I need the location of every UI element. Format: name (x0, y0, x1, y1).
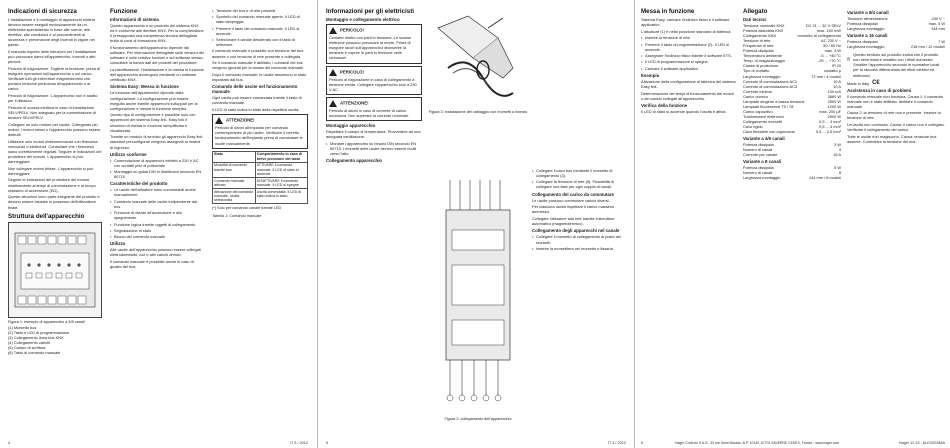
table-row (213, 162, 308, 177)
paragraph: Pericolo di folgorazione. Togliere la tensione, prima di eseguire operazioni sull'apparecchio o sul carico. Verificare tutti gli interruttori magnetotermici che portano tensione pericolosa all'apparecchio o al carico. (8, 66, 101, 92)
spec-value: contatto μ (823, 68, 841, 74)
table-cell: Uscita commutata. Il LED di stato indica lo stato. (255, 189, 307, 204)
list-item: • Comando manuale delle uscite indipendente dal bus (110, 199, 204, 209)
subheading: Informazioni di sistema (110, 17, 159, 22)
list-item: • Tensione del bus e di rete presenti (212, 8, 308, 13)
made-in-text: Made in Italy (847, 80, 870, 86)
p1-column-3 (212, 8, 308, 219)
spec-value: 16 A (833, 152, 841, 158)
subheading: Collegamento apparecchio (326, 158, 383, 164)
spec-label: Potenza dissipata (743, 142, 774, 148)
commissioning-heading: Messa in funzione (641, 8, 695, 15)
spec-value: morsetto di collegamento (797, 33, 841, 39)
table-row (213, 178, 308, 189)
table-caption: Tabella 1: Comando manuale (212, 213, 262, 218)
page-number: 5 (326, 441, 329, 445)
list-item: • Premere il tasto del comando manuale. Il LED si accende. (212, 26, 308, 36)
subheading: Variante a 16 canali (847, 33, 888, 39)
list-item: • Funzione di ritardo all'accensione e allo spegnimento (110, 210, 204, 220)
disposal-notice (847, 52, 945, 77)
spec-value: 4 (838, 147, 841, 153)
page-number: 4 (8, 441, 11, 445)
table-cell: Modalità di comando tramite bus (213, 162, 256, 177)
spec-label: Tensione nominale KNX (743, 23, 785, 29)
spec-row (743, 129, 841, 134)
figure-1-caption: Figura 1: esempio di apparecchio a 4/8 canali (8, 319, 85, 324)
paragraph: Le uscite possono commutare carichi diversi. (532, 197, 610, 203)
spec-value: 3 W (834, 142, 841, 148)
paragraph: L'installazione e il montaggio di apparecchi elettrici devono essere eseguiti esclusivamente da un elettricista specializzato in base alle norme, alle direttive, alle condizioni e ai provvedimenti di sicurezza e prevenzione degli incendi in vigore nel paese. (8, 17, 96, 48)
paragraph: Il comando manuale non funziona. Causa 1: il comando manuale non è stato abilitato. Abilitare il comando manuale. (847, 93, 944, 109)
legend-item: (5) Campo di scrittura (8, 345, 46, 351)
page-3 (634, 0, 950, 448)
subheading: Variante a 8/4 canali (847, 10, 889, 15)
subheading: Verifica della funzione (641, 102, 688, 108)
warning-icon (215, 117, 223, 124)
paragraph: Attivazione della configurazione di fabbrica del sistema Easy link. (641, 78, 736, 89)
subheading: Variante a 4/6 canali (743, 136, 785, 142)
spec-value: max. 200 μF (819, 108, 841, 114)
paragraph: Se il comando manuale è abilitato, i comandi del bus vengono ignorati per la durata del comando manuale. (212, 60, 305, 71)
paragraph: Utilizzare solo motori elettromeccanici con finecorsa meccanici o elettronici. Controllare che i finecorsa siano correttamente regolati. Seguire le indicazioni del produttore del motore. L'apparecchio si può danneggiare. (8, 138, 102, 164)
spec-value: 10 A (833, 83, 841, 89)
spec-label: Larghezza montaggio (847, 44, 885, 50)
paragraph: Tramite un modulo di servizio gli apparecchi Easy link standard preconfigurati vengono assegnati ai moduli di ingresso. (110, 134, 203, 150)
spec-label: Tensione di rete (743, 38, 771, 44)
spec-value: 2500 W (827, 98, 841, 104)
doc-reference: Hager 12.15 - 6LE002288A (898, 441, 945, 445)
paragraph: Il LED di stato si accende quando l'uscita è attiva. (641, 108, 727, 114)
spec-value: max. 4 W (824, 48, 841, 54)
spec-list (847, 16, 945, 31)
spec-label: Collegamento KNX (743, 33, 777, 39)
warning-icon (329, 100, 337, 107)
spec-row (847, 44, 945, 49)
subheading: Variante a 8 canali (743, 159, 782, 165)
list-item: • Montaggio su guida DIN in distributori secondo EN 60715 (110, 169, 204, 179)
list-item: • Collegare il morsetto di collegamento al posto dei morsetti. (532, 234, 626, 244)
list-item: • Segnalazione di stato (110, 228, 204, 233)
paragraph: Rispettare il campo di temperatura. Provvedere ad una adeguata ventilazione. (326, 129, 421, 140)
spec-label: Lampade alogene a bassa tensione (743, 98, 805, 104)
paragraph: Per ciascuna uscita rispettare il carico massimo ammesso. (532, 204, 614, 215)
spec-value: 7 W (938, 39, 945, 45)
spec-label: Frequenza di rete (743, 43, 774, 49)
page-2 (317, 0, 634, 448)
electrician-heading: Informazioni per gli elettricisti (326, 8, 415, 15)
subheading: Caratteristiche del prodotto (110, 181, 168, 187)
list-item: • Il LED di programmazione si spegne. (641, 59, 737, 64)
spec-value: 3680 W (827, 93, 841, 99)
spec-row (743, 175, 841, 180)
paragraph: Determinazione dei tempi di funzionamento dei motori o dei carichi collegati all'apparecchio. (641, 90, 734, 101)
device-figure-1 (8, 222, 102, 318)
paragraph: Collegare l'attuatore alla rete tramite interruttore automatico (magnetotermico). (532, 216, 615, 227)
spec-label: Temperatura ambiente (743, 53, 782, 59)
weee-bin-icon (847, 52, 850, 66)
p3-column-1 (641, 8, 737, 116)
danger-text: Contatto diretto con parti in tensione. Le scosse elettriche possono provocare la morte. Prima di eseguire lavori sull'apparecchio disinserire la tensione e coprire le parti in tensione nelle vicinanze! (329, 35, 412, 61)
spec-value: max. 150 mW (817, 28, 841, 34)
paragraph: Ogni uscita può essere comandata tramite il tasto di comando manuale. (212, 95, 302, 106)
spec-label: Potenza assorbita KNX (743, 28, 784, 34)
manual-control-table (212, 151, 308, 205)
danger-title: PERICOLO! (340, 27, 364, 33)
spec-row (847, 26, 945, 31)
spec-value: 1200 W (827, 103, 841, 109)
spec-label: Potenza dissipata (743, 165, 774, 171)
list-item: • Assegnare l'indirizzo fisico tramite il software ETS. (641, 53, 737, 58)
list-item: • Le uscite dell'attuatore sono commutabili anche manualmente (110, 187, 204, 197)
doc-reference: IT 3 / 2012 (289, 441, 308, 445)
danger-icon (329, 69, 337, 76)
paragraph: La pianificazione, l'installazione e la messa in funzione dell'apparecchio avvengono mediante un software certificato KNX. (110, 67, 204, 83)
spec-label: Tipo di contatto (743, 68, 770, 74)
paragraph: Seguire le indicazioni del produttore del motore relativamente ai tempi di commutazione e al tempo massimo di accensione (ED). (8, 177, 96, 193)
spec-value: DC 21 ... 32 V SELV (805, 23, 841, 29)
list-item: • Caricare il software applicativo. (641, 66, 737, 71)
subheading: Collegamento del carico da commutare (532, 191, 614, 197)
list-item: • Commutazione di apparecchi elettrici a 230 V AC con contatti privi di potenziale (110, 158, 204, 168)
spec-label: Corrente di commutazione AC3 (743, 83, 798, 89)
spec-label: Numero di canali (743, 170, 773, 176)
page-1 (0, 0, 316, 448)
list-item: • Selezionare il canale desiderato con il tasto di selezione. (212, 37, 308, 47)
p3-column-3 (847, 8, 945, 145)
subheading: Sistema Easy: Messa in funzione (110, 84, 179, 90)
list-item: • Collegare il cavo bus mediante il morsetto di collegamento (3). (532, 168, 626, 178)
warning-box (212, 114, 308, 148)
list-item: • Inserire la morsettiera nel morsetto e fissarla. (532, 246, 626, 251)
subheading: Collegamento degli apparecchi nel canale (532, 228, 620, 234)
danger-box (326, 66, 422, 95)
appendix-heading: Allegato (743, 8, 768, 15)
list-item: • Blocco del comando manuale (110, 234, 204, 239)
spec-value: AC 230 V ~ (820, 38, 841, 44)
table-cell: Comando manuale attivato (213, 178, 256, 189)
paragraph: Sistema Easy: caricare l'indirizzo fisico e il software applicativo. (641, 17, 730, 28)
plug-terminal-drawing (428, 8, 528, 103)
paragraph: Non collegare motori trifase. L'apparecchio si può danneggiare. (8, 165, 94, 176)
spec-value: IP 20 (831, 63, 841, 69)
paragraph: La funzione dell'apparecchio dipende dalla configurazione. La configurazione può essere eseguita anche tramite apparecchi sviluppati per la configurazione e messa in funzione semplici. (110, 90, 198, 111)
warning-title: ATTENZIONE! (340, 100, 369, 106)
paragraph: Alle uscite dell'apparecchio possono essere collegati elettrodomestici, luci e altri carichi ohmici. (110, 247, 201, 258)
list-item: • Sportello del comando manuale aperto. Il LED di stato lampeggia. (212, 14, 308, 24)
table-header-row (213, 151, 308, 162)
p3-column-2 (743, 8, 841, 180)
list-item: • Collegare la tensione di rete (8). Possibilità di collegare una fase per ogni coppia di canali. (532, 179, 626, 189)
table-cell: ATTIVARE il comando manuale. Il LED di stato si accende. (255, 162, 307, 177)
subheading: Utilizzo (110, 241, 126, 247)
subheading: Assistenza in caso di problemi (847, 87, 912, 93)
paragraph: Collegare un solo motore per uscita. Collegando più motori, i motori stessi o l'apparecchio possono essere distrutti. (8, 121, 101, 137)
spec-value: 100 mA (827, 88, 841, 94)
ce-mark-icon: C€ (872, 79, 880, 86)
table-note: (*) Solo per comando canale tramite LED (212, 206, 282, 211)
spec-value: 144 mm (930, 26, 945, 32)
spec-value: 144 mm / 8 moduli (808, 175, 841, 181)
paragraph: Questo apparecchio è un prodotto del sistema KNX ed è conforme alle direttive KNX. Per la comprensione è presupposta una competenza tecnica dettagliata frutto di corsi di formazione KNX. (110, 23, 204, 44)
danger-title: PERICOLO! (340, 69, 364, 75)
spec-list (743, 165, 841, 180)
danger-box (326, 24, 422, 63)
spec-value: -5 ... +45 °C (820, 53, 841, 59)
spec-label: Potenza dissipata (847, 39, 878, 45)
spec-label: Tensione alimentazione (847, 16, 888, 22)
paragraph: Pericolo di scossa elettrica in caso di installazione SELV/PELV. Non adeguato per la commutazione di tensioni SELV/PELV. (8, 104, 96, 121)
spec-value: 0,5 ... 4 mm² (819, 118, 841, 124)
spec-value: 5 W (834, 165, 841, 171)
paragraph: Causa 2: la tensione di rete non è presente. Inserire la tensione di rete. (847, 110, 941, 121)
paragraph: Il comando manuale è possibile con tensione del bus assente o con tensione di rete presente e collegata. (212, 48, 304, 59)
spec-value: 0,5 ... 2,5 mm² (815, 129, 841, 135)
paragraph: Queste istruzioni sono parte integrante del prodotto e devono essere lasciate in possesso dell'utilizzatore finale. (8, 194, 100, 210)
spec-value: 0,5 ... 4 mm² (819, 123, 841, 129)
spec-label: Larghezza montaggio (743, 73, 781, 79)
spec-label: Carico capacitivo (743, 108, 773, 114)
spec-label: Classe di protezione (743, 63, 779, 69)
spec-value: 8 (838, 170, 841, 176)
warning-title: ATTENZIONE! (226, 117, 255, 123)
structure-heading: Struttura dell'apparecchio (8, 212, 85, 220)
p1-column-2 (110, 8, 204, 271)
list-item: • Montare l'apparecchio su binario DIN secondo EN 60715. I morsetti delle uscite devono essere rivolti verso l'alto. (326, 141, 422, 156)
company-address: Hager Controls S.A.S., 33 rue Saint-Nicolas, B.P. 10140, 67703 SAVERNE CEDEX, France - www.hager.com (675, 441, 840, 445)
subheading: Montaggio apparecchio (326, 123, 376, 129)
spec-label: Potenza dissipata (847, 21, 878, 27)
function-heading: Funzione (110, 8, 138, 15)
page-number: 6 (641, 441, 644, 445)
danger-text: Pericolo di folgorazione in caso di collegamento a tensione errata. Collegare l'apparecchio solo a 230 V AC. (329, 76, 417, 92)
table-cell: Attivazione del comando manuale, uscita selezionata (213, 189, 256, 204)
spec-label: Numero di canali (743, 147, 773, 153)
spec-value: 230 V ~ (931, 16, 945, 22)
spec-value: max. 5 W (928, 21, 945, 27)
spec-label: Cavo rigido (743, 123, 763, 129)
paragraph: Pericolo di folgorazione. L'apparecchio non è adatto per il distacco. (8, 93, 98, 104)
table-header: Stato (213, 151, 256, 162)
spec-value: 50 / 60 Hz (823, 43, 841, 49)
spec-label: Lampade fluorescenti T5 / T8 (743, 103, 794, 109)
disposal-text: Questo simbolo sul prodotto indica che il prodotto non deve essere smaltito con i rifiuti domestici. Smaltire l'apparecchio secondo le normative locali per la raccolta differenziata dei rifiuti elettrici ed elettronici. (853, 52, 940, 78)
legend-item: (3) Collegamento linea bus KNX (8, 334, 64, 340)
p2-column-3 (532, 8, 626, 252)
warning-box (326, 97, 422, 121)
spec-row (743, 152, 841, 157)
paragraph: L'attuatore (1) è nella posizione standard di fabbrica. (641, 28, 732, 34)
spec-label: Larghezza montaggio (743, 175, 781, 181)
legend-item: (2) Tasto e LED di programmazione (8, 329, 70, 335)
spec-label: Potenza dissipata (743, 48, 774, 54)
spec-list (743, 142, 841, 157)
p1-column-1 (8, 8, 102, 355)
doc-reference: IT 3 / 2012 (607, 441, 626, 445)
paragraph: Il funzionamento dell'apparecchio dipende dal software. Per informazioni dettagliate sulle versioni del software e sulle relative funzioni e sul software stesso, consultare la banca dati dei prodotti del produttore. (110, 45, 204, 66)
spec-label: Temp. di magazzinaggio (743, 58, 785, 64)
spec-label: Corrente di commutazione AC1 (743, 78, 798, 84)
table-row (213, 189, 308, 204)
figure-2 (428, 170, 528, 421)
subheading: Montaggio e collegamento elettrico (326, 17, 400, 22)
warning-text: Pericolo di danni all'impianto per comando contemporaneo di più uscite. Verificare il corretto funzionamento dell'impianto prima di comandare le uscite manualmente. (215, 125, 303, 146)
figure-2-caption: Figura 2: collegamento dell'apparecchio (444, 417, 512, 421)
legend-item: (4) Collegamento carichi (8, 340, 51, 345)
p2-column-1 (326, 8, 422, 164)
list-item: • Funzione logica tramite oggetti di collegamento (110, 222, 204, 227)
wiring-diagram (428, 170, 528, 410)
paragraph: Il mancato rispetto delle istruzioni per l'installazione può provocare danni all'apparecchio, incendi o altri pericoli. (8, 49, 97, 65)
spec-list (743, 23, 841, 134)
subheading: Comando delle uscite nel funzionamento manuale (212, 84, 298, 95)
origin-row (847, 81, 945, 86)
spec-list (847, 39, 945, 49)
subheading: Esempio (641, 72, 660, 78)
spec-label: Corrente per canale (743, 152, 778, 158)
spec-value: 72 mm / 4 moduli (811, 73, 841, 79)
subheading: Dati tecnici (743, 17, 767, 22)
table-header: Comportamento in caso di breve pressione del tasto (255, 151, 307, 162)
list-item: • Premere il tasto di programmazione (2). Il LED si accende. (641, 42, 737, 52)
legend-item: (6) Tasto di comando manuale (8, 350, 61, 356)
spec-label: Trasformatori elettronici (743, 113, 784, 119)
paragraph: Un'uscita non commuta. Causa: il carico non è collegato. Verificare il collegamento del carico. (847, 122, 945, 133)
device-drawing (9, 223, 101, 317)
spec-label: Larghezza montaggio (847, 26, 885, 32)
spec-value: 16 A (833, 78, 841, 84)
danger-icon (329, 27, 337, 34)
spec-label: Carico ohmico (743, 93, 768, 99)
paragraph: Il comando manuale è possibile anche in caso di guasto del bus. (110, 259, 194, 270)
warning-text: Pericolo di danni in caso di corrente di carico eccessiva. Non superare la corrente nominale. (329, 107, 410, 118)
paragraph: Dopo il comando manuale, le uscite assumono lo stato impostato dal bus. (212, 71, 307, 83)
figure-3 (428, 8, 528, 114)
legend-item: (1) Morsetto bus (8, 324, 37, 330)
paragraph: Questo tipo di configurazione è possibile solo con apparecchi del sistema Easy link. Easy link è sinonimo di messa in funzione semplificata e visualizzata. (110, 112, 196, 133)
safety-heading: Indicazioni di sicurezza (8, 8, 77, 15)
subheading: Utilizzo conforme (110, 151, 147, 157)
paragraph: Il LED di stato indica lo stato della rispettiva uscita. (212, 107, 300, 113)
list-item: • Inserire la tensione di rete. (641, 35, 737, 40)
spec-label: Corrente minima (743, 88, 772, 94)
spec-value: 216 mm / 12 moduli (910, 44, 945, 50)
figure-3-caption: Figura 3: installazione del cablaggio con morsetti a innesto (428, 110, 528, 114)
spec-value: -25 ... +70 °C (817, 58, 841, 64)
spec-label: Collegamento morsetti (743, 118, 782, 124)
table-cell: DISATTIVARE il comando manuale. Il LED si spegne. (255, 178, 307, 189)
paragraph: Tutte le uscite non reagiscono. Causa: tensione bus assente. Controllare la tensione del bus. (847, 133, 937, 144)
spec-label: Cavo flessibile con capocorda (743, 129, 795, 135)
spec-value: 2500 W (827, 113, 841, 119)
